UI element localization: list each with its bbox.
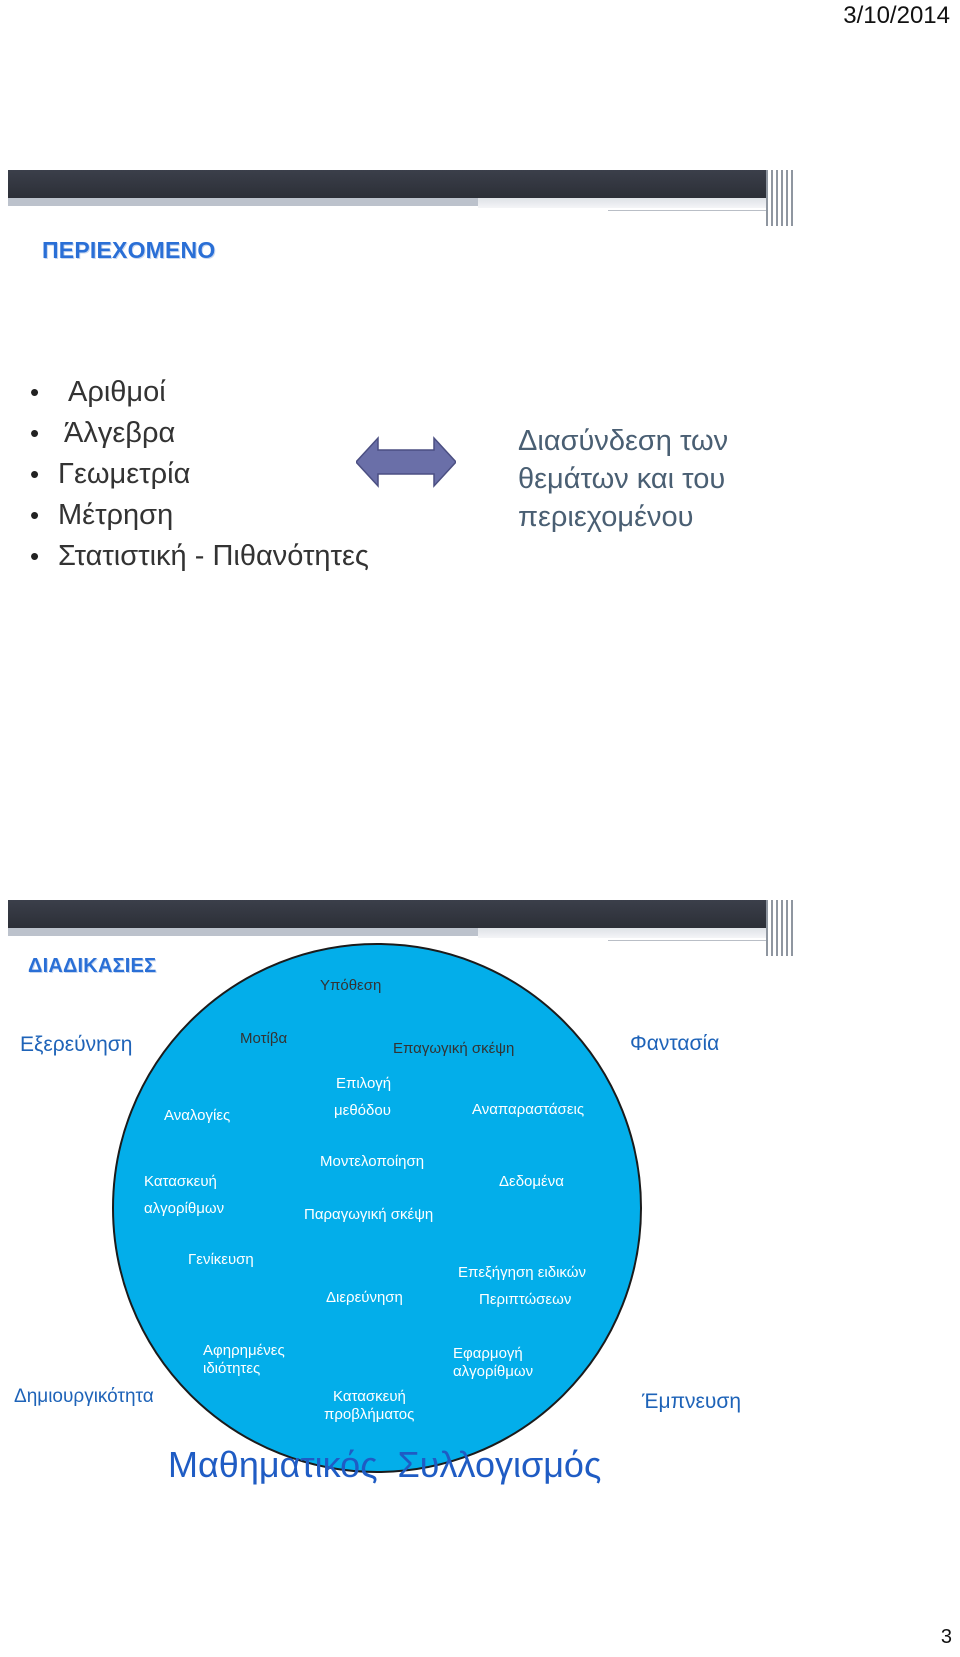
- slide2-title: ΔΙΑΔΙΚΑΣΙΕΣ: [28, 955, 157, 977]
- label-apply-algorithms: Εφαρμογή: [453, 1345, 523, 1362]
- label-explain-cases: Επεξήγηση ειδικών: [458, 1264, 586, 1281]
- label-problem-build: προβλήματος: [324, 1406, 415, 1423]
- list-item: • Μέτρηση: [30, 495, 369, 536]
- footer-title: Μαθηματικός Συλλογισμός: [168, 1444, 602, 1485]
- label-generalization: Γενίκευση: [188, 1251, 254, 1268]
- label-method-choice: μεθόδου: [334, 1102, 391, 1119]
- date-header: 3/10/2014: [843, 2, 950, 29]
- link-text-line: περιεχομένου: [518, 501, 694, 533]
- label-imagination: Φαντασία: [630, 1032, 720, 1055]
- label-abstract-props: Αφηρημένες: [203, 1342, 285, 1359]
- label-algorithm-build: αλγορίθμων: [144, 1200, 225, 1217]
- label-method-choice: Επιλογή: [336, 1075, 392, 1092]
- list-item: • Γεωμετρία: [30, 454, 369, 495]
- label-hypothesis: Υπόθεση: [320, 977, 382, 994]
- label-patterns: Μοτίβα: [240, 1030, 288, 1047]
- label-modeling: Μοντελοποίηση: [320, 1153, 425, 1170]
- label-apply-algorithms: αλγορίθμων: [453, 1363, 534, 1380]
- label-exploration: Εξερεύνηση: [20, 1033, 133, 1056]
- label-explain-cases: Περιπτώσεων: [479, 1291, 572, 1308]
- label-analogies: Αναλογίες: [164, 1107, 231, 1124]
- page-number: 3: [940, 1626, 952, 1648]
- label-inductive: Επαγωγική σκέψη: [393, 1040, 515, 1057]
- list-item: • Στατιστική - Πιθανότητες: [30, 536, 369, 577]
- list-item: • Αριθμοί: [30, 372, 369, 413]
- label-inspiration: Έμπνευση: [642, 1390, 742, 1413]
- label-deductive: Παραγωγική σκέψη: [304, 1206, 434, 1223]
- slide2-header-bar: [8, 900, 784, 944]
- topics-list: [30, 372, 369, 577]
- label-data: Δεδομένα: [499, 1173, 564, 1190]
- label-representations: Αναπαραστάσεις: [472, 1101, 585, 1118]
- label-algorithm-build: Κατασκευή: [144, 1173, 217, 1190]
- link-text-line: θεμάτων και του: [518, 463, 726, 495]
- list-item: • Άλγεβρα: [30, 413, 369, 454]
- slide1-title: ΠΕΡΙΕΧΟΜΕΝΟ: [42, 237, 216, 263]
- label-problem-build: Κατασκευή: [333, 1388, 406, 1405]
- link-text: [518, 422, 818, 536]
- slide1-header-bar: [8, 170, 784, 214]
- label-abstract-props: ιδιότητες: [203, 1360, 261, 1377]
- label-investigation: Διερεύνηση: [326, 1289, 403, 1306]
- link-text-line: Διασύνδεση των: [518, 425, 729, 457]
- double-arrow-icon: [356, 436, 456, 488]
- label-creativity: Δημιουργικότητα: [14, 1386, 154, 1407]
